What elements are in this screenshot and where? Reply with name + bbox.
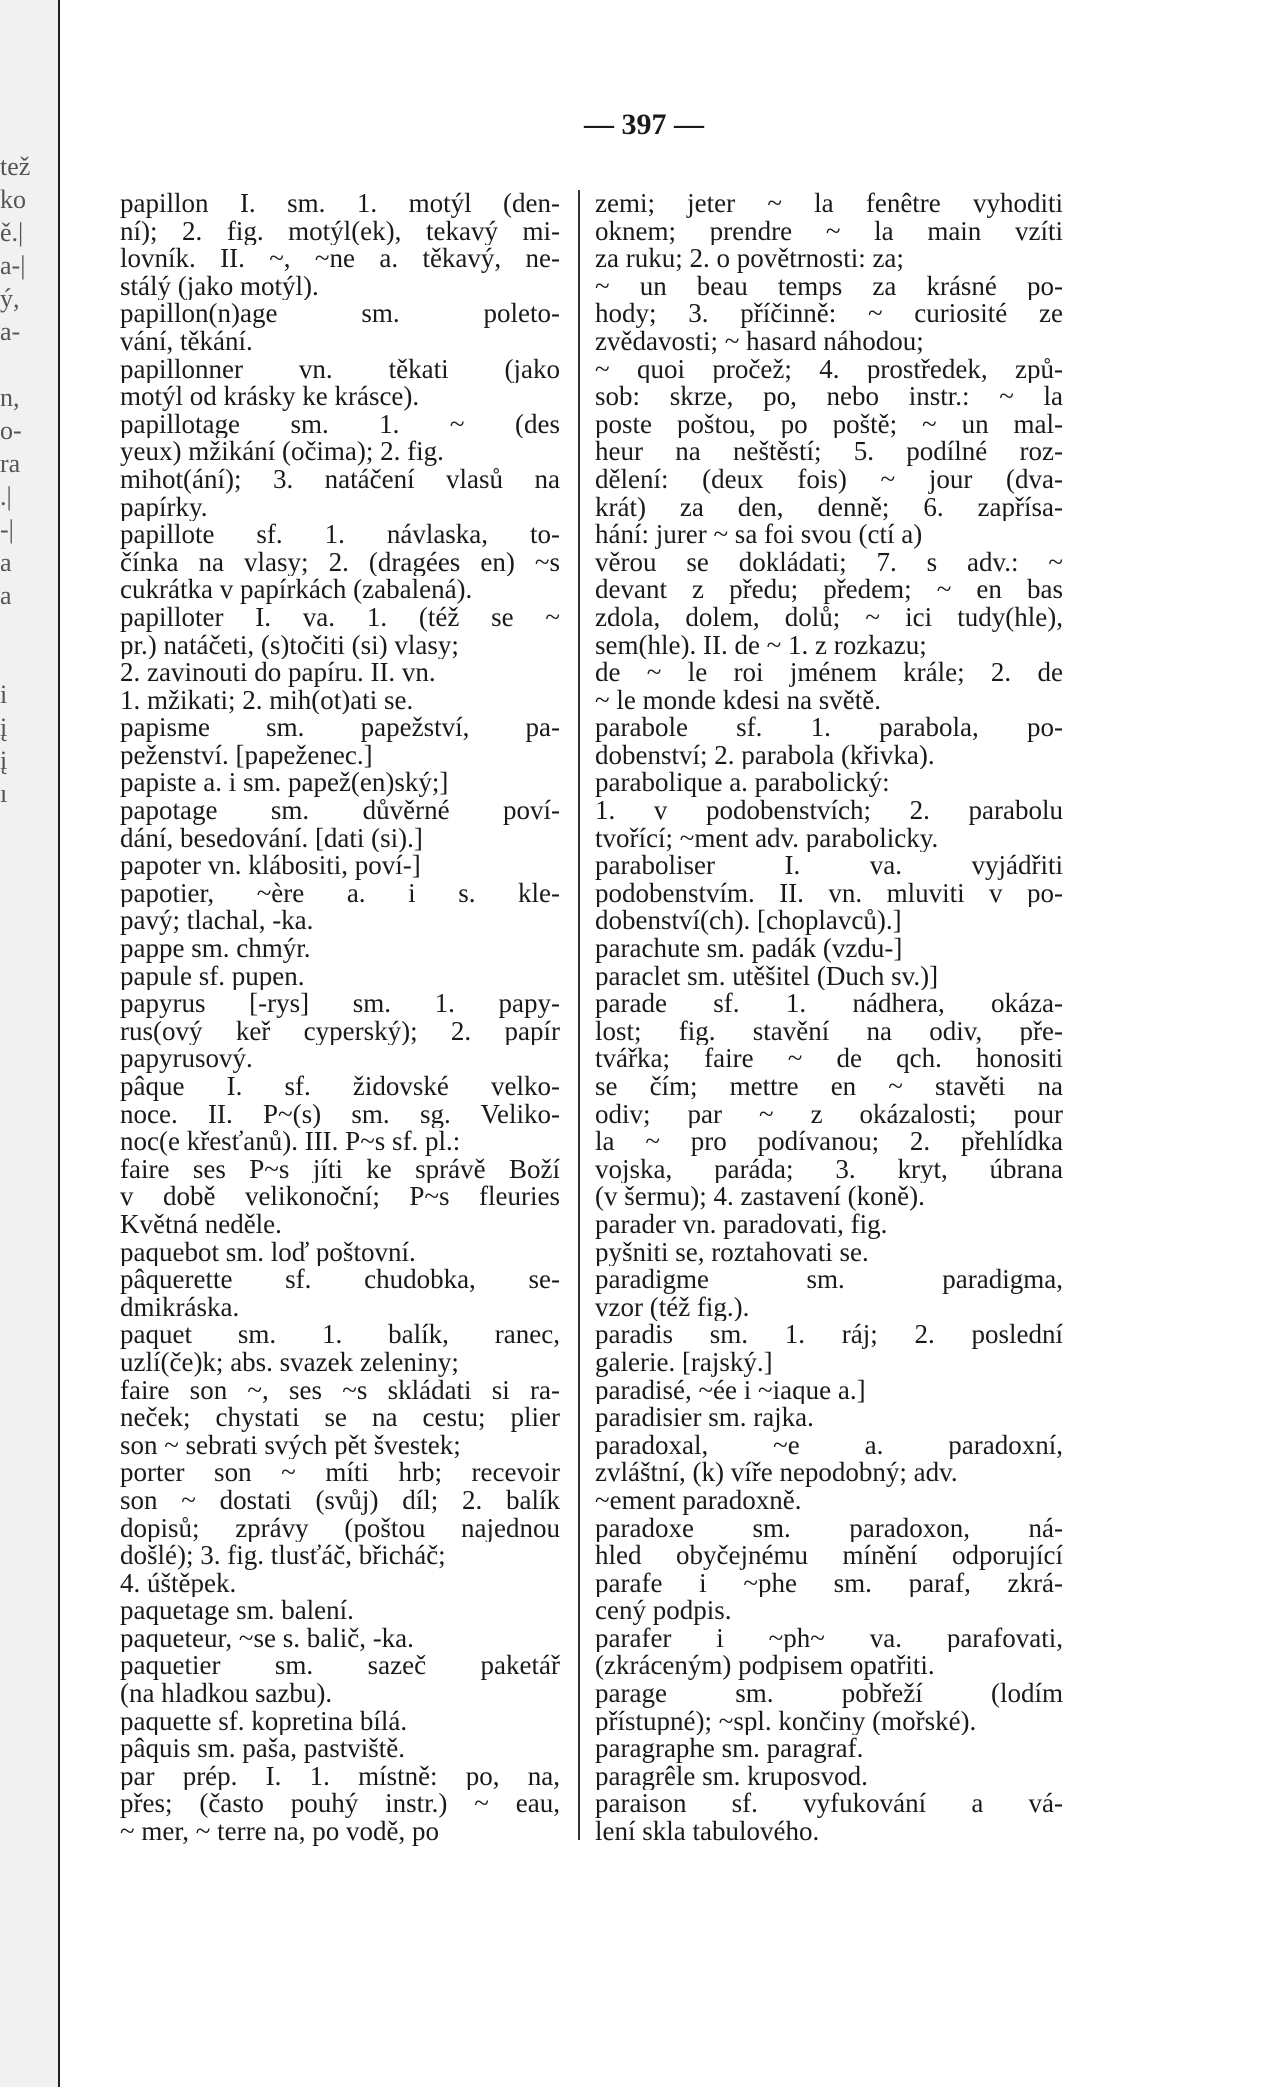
bleed-fragment <box>0 612 52 645</box>
dictionary-line: vání, těkání. <box>120 327 253 356</box>
dictionary-line: 2. zavinouti do papíru. II. vn. <box>120 659 436 687</box>
dictionary-line: paquette sf. kopretina bílá. <box>120 1707 408 1736</box>
dictionary-line: poste poštou, po poště; ~ un mal- <box>595 410 1063 439</box>
dictionary-line: za ruku; 2. o povětrnosti: za; <box>595 245 904 273</box>
dictionary-line: zvláštní, (k) víře nepodobný; adv. <box>595 1459 958 1487</box>
dictionary-line: paradis sm. 1. ráj; 2. poslední <box>595 1321 1063 1349</box>
dictionary-line: zemi; jeter ~ la fenêtre vyhoditi <box>595 190 1063 218</box>
dictionary-line: papiste a. i sm. papež(en)ský;] <box>120 769 449 798</box>
dictionary-line: (zkráceným) podpisem opatřiti. <box>595 1652 935 1681</box>
dictionary-line: podobenstvím. II. vn. mluviti v po- <box>595 879 1063 908</box>
dictionary-line: noc(e křesťanů). III. P~s sf. pl.: <box>120 1128 461 1156</box>
dictionary-line: ~ement paradoxně. <box>595 1486 802 1515</box>
dictionary-line: papoter vn. klábositi, poví-] <box>120 852 421 880</box>
right-column <box>595 190 1063 1846</box>
dictionary-line: cukrátka v papírkách (zabalená). <box>120 576 473 604</box>
dictionary-line: paradoxal, ~e a. paradoxní, <box>595 1431 1063 1460</box>
dictionary-line: neček; chystati se na cestu; plier <box>120 1404 560 1432</box>
bleed-fragment: a <box>0 548 12 577</box>
dictionary-line: čínka na vlasy; 2. (dragées en) ~s <box>120 548 560 577</box>
dictionary-line: dobenství(ch). [choplavců).] <box>595 907 902 936</box>
dictionary-line: paquetier sm. sazeč paketář <box>120 1652 560 1681</box>
dictionary-line: papillon I. sm. 1. motýl (den- <box>120 190 560 218</box>
dictionary-line: mihot(ání); 3. natáčení vlasů na <box>120 465 560 494</box>
dictionary-line: parader vn. paradovati, fig. <box>595 1210 888 1239</box>
dictionary-line: pr.) natáčeti, (s)točiti (si) vlasy; <box>120 631 459 660</box>
dictionary-line: v době velikonoční; P~s fleuries <box>120 1183 560 1211</box>
dictionary-line: porter son ~ míti hrb; recevoir <box>120 1459 560 1487</box>
dictionary-line: přes; (často pouhý instr.) ~ eau, <box>120 1790 560 1819</box>
dictionary-line: ~ quoi pročež; 4. prostředek, způ- <box>595 355 1063 384</box>
dictionary-line: paqueteur, ~se s. balič, -ka. <box>120 1624 414 1653</box>
dictionary-line: stálý (jako motýl). <box>120 272 319 301</box>
bleed-fragment: .| <box>0 482 12 511</box>
dictionary-line: parabole sf. 1. parabola, po- <box>595 714 1063 742</box>
dictionary-line: paradisé, ~ée i ~iaque a.] <box>595 1376 866 1405</box>
dictionary-line: lení skla tabulového. <box>595 1818 820 1846</box>
dictionary-line: věrou se dokládati; 7. s adv.: ~ <box>595 548 1063 577</box>
dictionary-line: papillon(n)age sm. poleto- <box>120 300 560 328</box>
dictionary-line: dání, besedování. [dati (si).] <box>120 824 423 853</box>
bleed-fragment: ě.| <box>0 218 24 247</box>
bleed-fragment: o- <box>0 416 22 445</box>
dictionary-line: 1. v podobenstvích; 2. parabolu <box>595 797 1063 825</box>
dictionary-line: motýl od krásky ke krásce). <box>120 383 420 411</box>
bleed-fragment <box>0 645 52 678</box>
dictionary-line: dmikráska. <box>120 1293 240 1322</box>
dictionary-line: parafer i ~ph~ va. parafovati, <box>595 1624 1063 1653</box>
dictionary-line: devant z předu; předem; ~ en bas <box>595 576 1063 604</box>
dictionary-line: papillote sf. 1. návlaska, to- <box>120 521 560 549</box>
dictionary-line: pâque I. sf. židovské velko- <box>120 1073 560 1101</box>
dictionary-line: ní); 2. fig. motýl(ek), tekavý mi- <box>120 217 560 246</box>
dictionary-line: krát) za den, denně; 6. zapřísa- <box>595 493 1063 522</box>
bleed-fragment: a- <box>0 317 21 346</box>
dictionary-line: heur na neštěstí; 5. podílné roz- <box>595 438 1063 466</box>
dictionary-line: sob: skrze, po, nebo instr.: ~ la <box>595 383 1063 411</box>
dictionary-line: dopisů; zprávy (poštou najednou <box>120 1514 560 1543</box>
dictionary-line: faire son ~, ses ~s skládati si ra- <box>120 1376 560 1405</box>
dictionary-line: noce. II. P~(s) sm. sg. Veliko- <box>120 1100 560 1129</box>
dictionary-line: ~ le monde kdesi na světě. <box>595 686 882 715</box>
dictionary-line: dělení: (deux fois) ~ jour (dva- <box>595 465 1063 494</box>
adjacent-page-bleed-text <box>0 150 52 810</box>
dictionary-line: son ~ sebrati svých pět švestek; <box>120 1431 461 1460</box>
bleed-fragment: a-| <box>0 251 26 280</box>
dictionary-line: parade sf. 1. nádhera, okáza- <box>595 990 1063 1018</box>
dictionary-line: paquebot sm. loď poštovní. <box>120 1238 416 1267</box>
bleed-fragment: tež <box>0 152 31 181</box>
dictionary-line: pavý; tlachal, -ka. <box>120 907 314 936</box>
dictionary-line: ~ un beau temps za krásné po- <box>595 272 1063 301</box>
dictionary-line: parage sm. pobřeží (lodím <box>595 1680 1063 1708</box>
dictionary-line: paraboliser I. va. vyjádřiti <box>595 852 1063 880</box>
dictionary-line: papisme sm. papežství, pa- <box>120 714 560 742</box>
dictionary-line: Květná neděle. <box>120 1210 282 1239</box>
dictionary-line: (na hladkou sazbu). <box>120 1680 333 1708</box>
left-column <box>120 190 560 1846</box>
bleed-fragment: n, <box>0 383 20 412</box>
dictionary-line: paquetage sm. balení. <box>120 1597 354 1625</box>
dictionary-line: paradisier sm. rajka. <box>595 1404 814 1432</box>
dictionary-line: tvořící; ~ment adv. parabolicky. <box>595 824 939 853</box>
dictionary-line: parafe i ~phe sm. paraf, zkrá- <box>595 1569 1063 1598</box>
dictionary-line: přístupné); ~spl. končiny (mořské). <box>595 1707 977 1736</box>
dictionary-line: ~ mer, ~ terre na, po vodě, po <box>120 1818 440 1846</box>
dictionary-line: sem(hle). II. de ~ 1. z rozkazu; <box>595 631 927 660</box>
dictionary-line: son ~ dostati (svůj) díl; 2. balík <box>120 1486 560 1515</box>
dictionary-line: odiv; par ~ z okázalosti; pour <box>595 1100 1063 1129</box>
dictionary-line: zvědavosti; ~ hasard náhodou; <box>595 327 924 356</box>
dictionary-line: oknem; prendre ~ la main vzíti <box>595 217 1063 246</box>
dictionary-line: vzor (též fig.). <box>595 1293 750 1322</box>
dictionary-line: paradoxe sm. paradoxon, ná- <box>595 1514 1063 1543</box>
bleed-fragment: į <box>0 746 8 775</box>
dictionary-line: galerie. [rajský.] <box>595 1348 773 1377</box>
dictionary-line: paragrêle sm. kruposvod. <box>595 1762 868 1791</box>
dictionary-line: pâquerette sf. chudobka, se- <box>120 1266 560 1294</box>
dictionary-line: papilloter I. va. 1. (též se ~ <box>120 603 560 632</box>
dictionary-line: došlé); 3. fig. tlusťáč, břicháč; <box>120 1542 446 1570</box>
dictionary-line: parachute sm. padák (vzdu-] <box>595 935 903 963</box>
bleed-fragment <box>0 348 52 381</box>
dictionary-line: pyšniti se, roztahovati se. <box>595 1238 869 1267</box>
dictionary-line: la ~ pro podívanou; 2. přehlídka <box>595 1128 1063 1156</box>
bleed-fragment: ý, <box>0 284 20 313</box>
dictionary-line: hody; 3. příčinně: ~ curiosité ze <box>595 300 1063 328</box>
dictionary-line: zdola, dolem, dolů; ~ ici tudy(hle), <box>595 603 1063 632</box>
dictionary-line: hání: jurer ~ sa foi svou (ctí a) <box>595 521 923 549</box>
dictionary-line: papírky. <box>120 493 208 522</box>
bleed-fragment: į <box>0 713 8 742</box>
bleed-fragment: ra <box>0 449 21 478</box>
dictionary-line: papyrus [-rys] sm. 1. papy- <box>120 990 560 1018</box>
dictionary-line: peženství. [papeženec.] <box>120 741 373 770</box>
dictionary-line: paradigme sm. paradigma, <box>595 1266 1063 1294</box>
dictionary-line: paraison sf. vyfukování a vá- <box>595 1790 1063 1819</box>
dictionary-line: tvářka; faire ~ de qch. honositi <box>595 1045 1063 1073</box>
dictionary-line: papotier, ~ère a. i s. kle- <box>120 879 560 908</box>
column-divider <box>578 190 580 1840</box>
bleed-fragment: ko <box>0 185 26 214</box>
dictionary-line: par prép. I. 1. místně: po, na, <box>120 1762 560 1791</box>
dictionary-line: pappe sm. chmýr. <box>120 935 311 963</box>
dictionary-line: dobenství; 2. parabola (křivka). <box>595 741 935 770</box>
dictionary-line: lovník. II. ~, ~ne a. těkavý, ne- <box>120 245 560 273</box>
dictionary-line: paragraphe sm. paragraf. <box>595 1735 864 1763</box>
dictionary-line: parabolique a. parabolický: <box>595 769 890 798</box>
dictionary-line: papule sf. pupen. <box>120 962 305 991</box>
dictionary-line: papillonner vn. těkati (jako <box>120 355 560 384</box>
dictionary-line: paraclet sm. utěšitel (Duch sv.)] <box>595 962 939 991</box>
dictionary-line: yeux) mžikání (očima); 2. fig. <box>120 438 444 466</box>
dictionary-line: de ~ le roi jménem krále; 2. de <box>595 659 1063 687</box>
dictionary-line: hled obyčejnému mínění odporující <box>595 1542 1063 1570</box>
dictionary-line: faire ses P~s jíti ke správě Boží <box>120 1155 560 1184</box>
dictionary-line: cený podpis. <box>595 1597 732 1625</box>
dictionary-line: 4. úštěpek. <box>120 1569 237 1598</box>
dictionary-line: vojska, paráda; 3. kryt, úbrana <box>595 1155 1063 1184</box>
page-number: — 397 — <box>584 108 704 141</box>
dictionary-line: rus(ový keř cyperský); 2. papír <box>120 1017 560 1046</box>
bleed-fragment: a <box>0 581 12 610</box>
dictionary-line: lost; fig. stavění na odiv, pře- <box>595 1017 1063 1046</box>
dictionary-line: (v šermu); 4. zastavení (koně). <box>595 1183 925 1211</box>
dictionary-line: uzlí(če)k; abs. svazek zeleniny; <box>120 1348 459 1377</box>
dictionary-line: 1. mžikati; 2. mih(ot)ati se. <box>120 686 414 715</box>
dictionary-line: papotage sm. důvěrné poví- <box>120 797 560 825</box>
bleed-fragment: -| <box>0 515 14 544</box>
dictionary-line: se čím; mettre en ~ stavěti na <box>595 1073 1063 1101</box>
bleed-fragment: i <box>0 680 8 709</box>
bleed-fragment: ı <box>0 779 8 808</box>
dictionary-line: paquet sm. 1. balík, ranec, <box>120 1321 560 1349</box>
dictionary-line: pâquis sm. paša, pastviště. <box>120 1735 405 1763</box>
dictionary-line: papyrusový. <box>120 1045 253 1073</box>
dictionary-line: papillotage sm. 1. ~ (des <box>120 410 560 439</box>
